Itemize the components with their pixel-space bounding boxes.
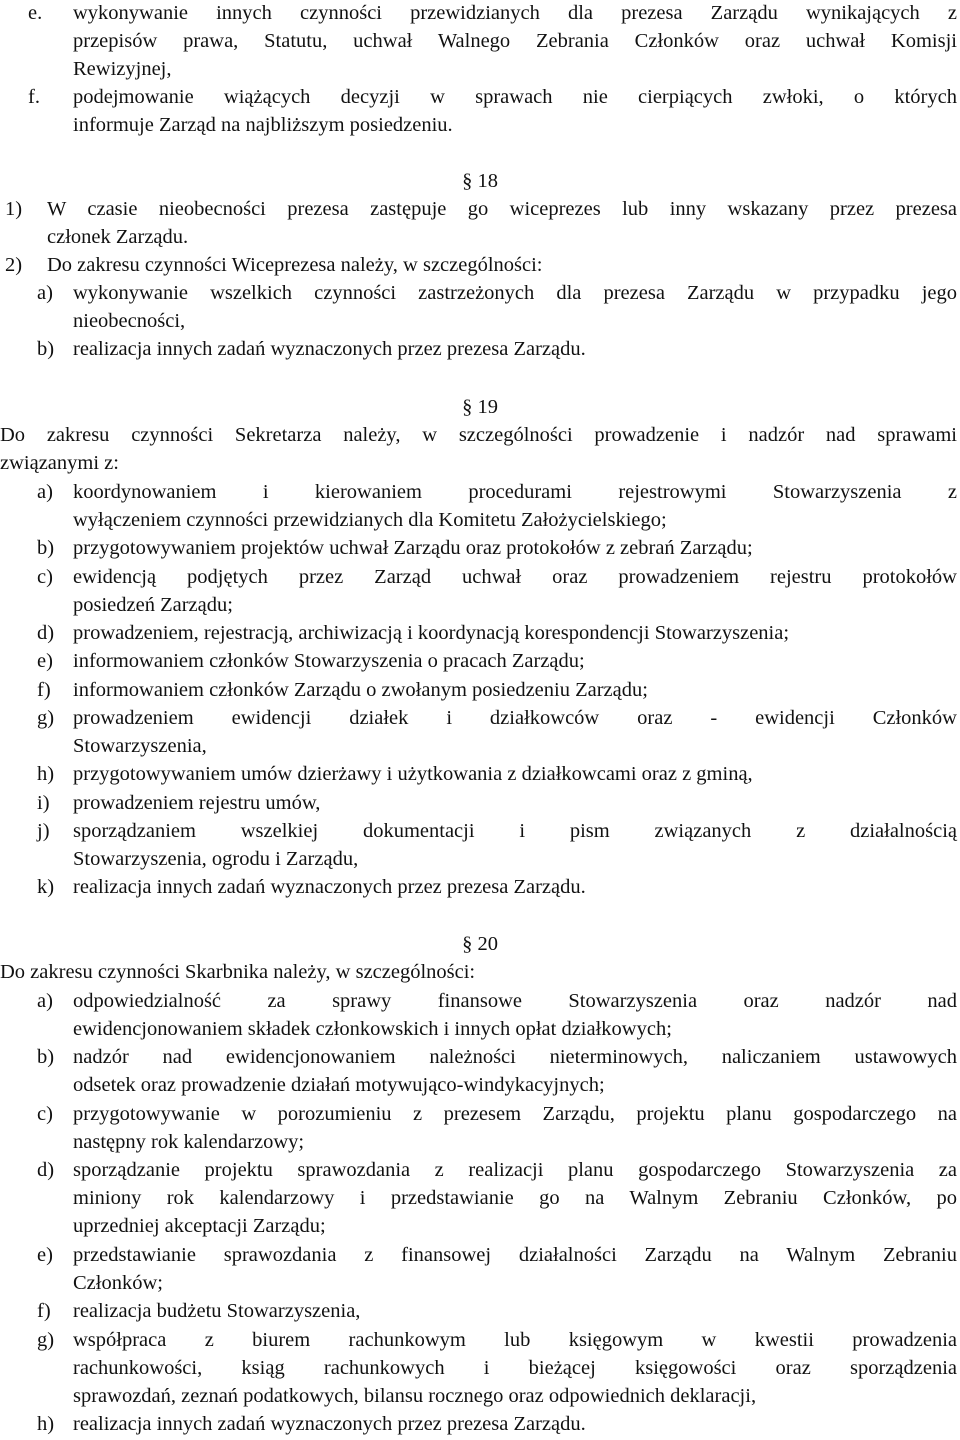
s19-k-line1: realizacja innych zadań wyznaczonych przez prezesa Zarządu. bbox=[73, 876, 586, 898]
s19-intro-line2: związanymi z: bbox=[0, 452, 119, 474]
s20-c-line1: przygotowywanie w porozumieniu z prezesem Zarządu, projektu planu gospodarczego na bbox=[73, 1103, 957, 1125]
list-label-f: f. bbox=[28, 86, 40, 108]
s18-p1-line2: członek Zarządu. bbox=[47, 226, 189, 248]
section-heading-20: § 20 bbox=[462, 933, 498, 955]
s19-label-c: c) bbox=[37, 566, 53, 588]
s20-intro-line1: Do zakresu czynności Skarbnika należy, w szczególności: bbox=[0, 961, 476, 983]
list-item-e-line3: Rewizyjnej, bbox=[73, 58, 172, 80]
s19-label-k: k) bbox=[37, 876, 55, 898]
s20-g-line2: rachunkowości, ksiąg rachunkowych i bieżącej księgowości oraz sporządzenia bbox=[73, 1357, 957, 1379]
s19-label-f: f) bbox=[37, 679, 51, 701]
s19-f-line1: informowaniem członków Zarządu o zwołanym posiedzeniu Zarządu; bbox=[73, 679, 648, 701]
section-heading-18: § 18 bbox=[462, 170, 498, 192]
s20-b-line1: nadzór nad ewidencjonowaniem należności nieterminowych, naliczaniem ustawowych bbox=[73, 1046, 957, 1068]
s19-label-d: d) bbox=[37, 622, 55, 644]
s20-f-line1: realizacja budżetu Stowarzyszenia, bbox=[73, 1300, 361, 1322]
list-item-f-line1: podejmowanie wiążących decyzji w sprawach nie cierpiących zwłoki, o których bbox=[73, 86, 957, 108]
s19-i-line1: prowadzeniem rejestru umów, bbox=[73, 792, 321, 814]
s20-a-line1: odpowiedzialność za sprawy finansowe Stowarzyszenia oraz nadzór nad bbox=[73, 990, 957, 1012]
s19-label-e: e) bbox=[37, 650, 53, 672]
section-heading-19: § 19 bbox=[462, 396, 498, 418]
s19-label-g: g) bbox=[37, 707, 55, 729]
s20-d-line1: sporządzanie projektu sprawozdania z realizacji planu gospodarczego Stowarzyszenia za bbox=[73, 1159, 957, 1181]
s18-label-b: b) bbox=[37, 338, 55, 360]
s19-j-line2: Stowarzyszenia, ogrodu i Zarządu, bbox=[73, 848, 359, 870]
s18-p2-line1: Do zakresu czynności Wiceprezesa należy, w szczególności: bbox=[47, 254, 543, 276]
s18-label-a: a) bbox=[37, 282, 53, 304]
s20-e-line1: przedstawianie sprawozdania z finansowej działalności Zarządu na Walnym Zebraniu bbox=[73, 1244, 957, 1266]
s20-b-line2: odsetek oraz prowadzenie działań motywująco-windykacyjnych; bbox=[73, 1074, 605, 1096]
s20-g-line3: sprawozdań, zeznań podatkowych, bilansu rocznego oraz odpowiednich deklaracji, bbox=[73, 1385, 757, 1407]
s20-label-b: b) bbox=[37, 1046, 55, 1068]
s18-label-1: 1) bbox=[5, 198, 23, 220]
s20-a-line2: ewidencjonowaniem składek członkowskich i innych opłat działkowych; bbox=[73, 1018, 672, 1040]
s19-label-h: h) bbox=[37, 763, 55, 785]
s19-label-j: j) bbox=[37, 820, 50, 842]
list-item-e-line2: przepisów prawa, Statutu, uchwał Walnego Zebrania Członków oraz uchwał Komisji bbox=[73, 30, 957, 52]
s18-b-line1: realizacja innych zadań wyznaczonych przez prezesa Zarządu. bbox=[73, 338, 586, 360]
s19-h-line1: przygotowywaniem umów dzierżawy i użytkowania z działkowcami oraz z gminą, bbox=[73, 763, 753, 785]
s19-e-line1: informowaniem członków Stowarzyszenia o pracach Zarządu; bbox=[73, 650, 585, 672]
s20-d-line2: miniony rok kalendarzowy i przedstawianie go na Walnym Zebraniu Członków, po bbox=[73, 1187, 957, 1209]
s19-a-line2: wyłączeniem czynności przewidzianych dla Komitetu Założycielskiego; bbox=[73, 509, 667, 531]
s19-label-i: i) bbox=[37, 792, 50, 814]
s19-c-line1: ewidencją podjętych przez Zarząd uchwał oraz prowadzeniem rejestru protokołów bbox=[73, 566, 957, 588]
s20-h-line1: realizacja innych zadań wyznaczonych przez prezesa Zarządu. bbox=[73, 1413, 586, 1435]
s20-c-line2: następny rok kalendarzowy; bbox=[73, 1131, 305, 1153]
s20-e-line2: Członków; bbox=[73, 1272, 163, 1294]
list-item-e-line1: wykonywanie innych czynności przewidzianych dla prezesa Zarządu wynikających z bbox=[73, 2, 957, 24]
s20-label-e: e) bbox=[37, 1244, 53, 1266]
s20-label-a: a) bbox=[37, 990, 53, 1012]
s19-b-line1: przygotowywaniem projektów uchwał Zarządu oraz protokołów z zebrań Zarządu; bbox=[73, 537, 753, 559]
list-label-e: e. bbox=[28, 2, 43, 24]
s19-a-line1: koordynowaniem i kierowaniem procedurami rejestrowymi Stowarzyszenia z bbox=[73, 481, 957, 503]
s19-intro-line1: Do zakresu czynności Sekretarza należy, w szczególności prowadzenie i nadzór nad sprawami bbox=[0, 424, 957, 446]
s19-g-line2: Stowarzyszenia, bbox=[73, 735, 207, 757]
s20-label-c: c) bbox=[37, 1103, 53, 1125]
s19-label-b: b) bbox=[37, 537, 55, 559]
s20-label-f: f) bbox=[37, 1300, 51, 1322]
s19-c-line2: posiedzeń Zarządu; bbox=[73, 594, 233, 616]
s20-label-d: d) bbox=[37, 1159, 55, 1181]
s18-a-line1: wykonywanie wszelkich czynności zastrzeżonych dla prezesa Zarządu w przypadku jego bbox=[73, 282, 957, 304]
s18-p1-line1: W czasie nieobecności prezesa zastępuje go wiceprezes lub inny wskazany przez prezesa bbox=[47, 198, 957, 220]
s19-label-a: a) bbox=[37, 481, 53, 503]
s19-g-line1: prowadzeniem ewidencji działek i działkowców oraz - ewidencji Członków bbox=[73, 707, 957, 729]
s19-j-line1: sporządzaniem wszelkiej dokumentacji i pism związanych z działalnością bbox=[73, 820, 957, 842]
s20-label-h: h) bbox=[37, 1413, 55, 1435]
s18-a-line2: nieobecności, bbox=[73, 310, 186, 332]
s20-g-line1: współpraca z biurem rachunkowym lub księgowym w kwestii prowadzenia bbox=[73, 1329, 957, 1351]
s18-label-2: 2) bbox=[5, 254, 23, 276]
s19-d-line1: prowadzeniem, rejestracją, archiwizacją i koordynacją korespondencji Stowarzyszenia; bbox=[73, 622, 790, 644]
list-item-f-line2: informuje Zarząd na najbliższym posiedzeniu. bbox=[73, 114, 453, 136]
s20-label-g: g) bbox=[37, 1329, 55, 1351]
s20-d-line3: uprzedniej akceptacji Zarządu; bbox=[73, 1215, 326, 1237]
